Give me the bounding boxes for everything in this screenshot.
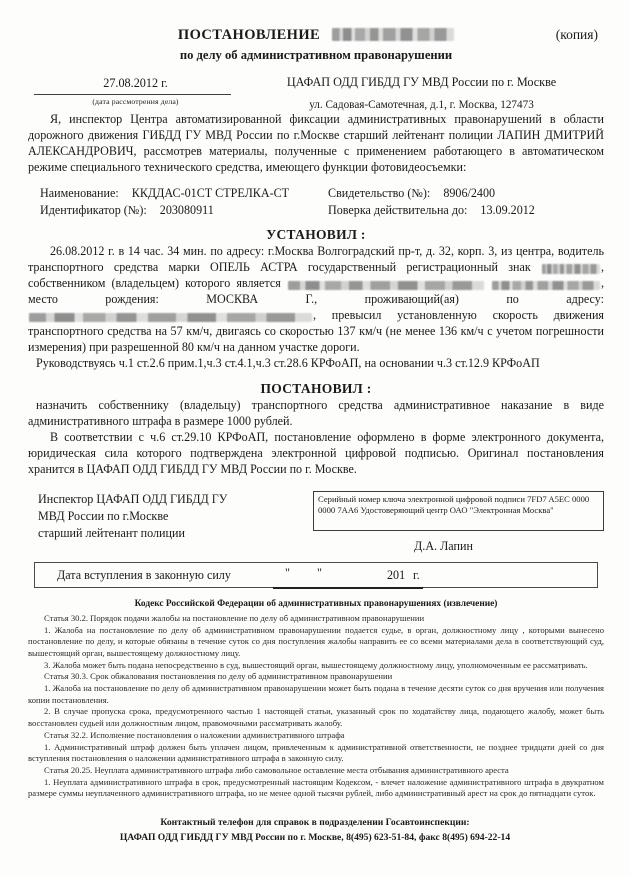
- device-identifier-cell: [28, 202, 328, 218]
- org-address: ул. Садовая-Самотечная, д.1, г. Москва, 127473: [309, 99, 534, 111]
- device-certificate-value: 8906/2400: [443, 186, 496, 201]
- device-row: [28, 202, 604, 218]
- device-verification-label: Поверка действительна до:: [328, 202, 468, 217]
- violation-part2: , собственником (владельцем) которого является: [28, 260, 604, 291]
- device-info-table: [28, 185, 604, 218]
- code-extract-title: Кодекс Российской Федерации об административных правонарушениях (извлечение): [134, 598, 498, 609]
- page-title: ПОСТАНОВЛЕНИЕ: [177, 26, 321, 43]
- effective-date-year-prefix: 201: [387, 567, 406, 582]
- issuing-authority-block: [243, 75, 604, 111]
- effective-date-quote-close: ": [317, 565, 322, 580]
- code-paragraph: 1. Неуплата административного штрафа в срок, предусмотренный настоящим Кодексом, - влечет наложение административного штрафа в двукратном размере суммы неуплаченного административного штрафа, но не менее одной тысячи рублей, либо административный арест на срок до пятнадцати суток.: [28, 776, 604, 799]
- signature-area: [28, 491, 604, 554]
- code-extract-body: [28, 613, 604, 800]
- violation-part1: 26.08.2012 г. в 14 час. 34 мин. по адресу: г.Москва Волгоградский пр-т, д. 32, корп. 3, из центра, водитель транспортного средства марки ОПЕЛЬ АСТРА государственный регистрационный знак: [28, 243, 604, 275]
- footer-line2: ЦАФАП ОДД ГИБДД ГУ МВД России по г. Москве, 8(495) 623-51-84, факс 8(495) 694-22-14: [119, 832, 511, 844]
- code-paragraph: Статья 30.2. Порядок подачи жалобы на постановление по делу об административном правонарушении: [44, 612, 425, 623]
- document-header: [28, 26, 604, 44]
- redacted-document-number: [332, 28, 454, 41]
- code-paragraph: 1. Жалоба на постановление по делу об административном правонарушении может быть подана в течение десяти суток со дня вручения или получения копии постановления.: [28, 683, 604, 705]
- eds-stamp-box: Серийный номер ключа электронной цифровой подписи 7FD7 A5EC 0000 0000 7AA6 Удостоверяющий центр ОАО "Электронная Москва": [313, 491, 604, 531]
- review-date-rule: [34, 94, 231, 95]
- review-date-block: [28, 75, 243, 106]
- legal-basis-paragraph: Руководствуясь ч.1 ст.2.6 прим.1,ч.3 ст.4.1,ч.3 ст.28.6 КРФоАП, на основании ч.3 ст.12.9 КРФоАП: [36, 356, 540, 371]
- eds-block: [313, 491, 604, 554]
- decision-body-paragraph: назначить собственнику (владельцу) транспортного средства административное наказание в виде административного штрафа в размере 1000 рублей.: [28, 397, 604, 428]
- device-verification-cell: [328, 202, 604, 218]
- document-subtitle: по делу об административном правонарушении: [179, 48, 453, 62]
- device-name-value: ККДДАС-01СТ СТРЕЛКА-СТ: [131, 186, 290, 201]
- device-identifier-label: Идентификатор (№):: [40, 202, 147, 217]
- contact-footer: [0, 816, 630, 846]
- review-date-caption: (дата рассмотрения дела): [92, 97, 179, 106]
- effective-date-quote-open: ": [285, 565, 290, 580]
- intro-paragraph: Я, инспектор Центра автоматизированной фиксации административных правонарушений в области дорожного движения ГИБДД ГУ МВД России по г.Москве старший лейтенант полиции ЛАПИН ДМИТРИЙ АЛЕКСАНДРОВИЧ, рассмотрев материалы, полученные с применением работающего в автоматическом режиме специального технического средства, имеющего функции фотовидеосъемки:: [28, 112, 604, 175]
- officer-title-line1: Инспектор ЦАФАП ОДД ГИБДД ГУ: [38, 491, 228, 506]
- code-paragraph: Статья 20.25. Неуплата административного штрафа либо самовольное оставление места отбывания административного ареста: [44, 764, 509, 775]
- ustanovil-paragraph: [28, 243, 604, 356]
- footer-line1: Контактный телефон для справок в подразделении Госавтоинспекции:: [160, 817, 470, 829]
- device-row: [28, 185, 604, 201]
- effective-date-underline: [273, 587, 423, 589]
- officer-signature-name: Д.А. Лапин: [414, 538, 473, 553]
- device-certificate-label: Свидетельство (№):: [328, 186, 431, 201]
- officer-title-block: [28, 491, 313, 542]
- effective-date-box: [34, 562, 598, 588]
- officer-title-line2: МВД России по г.Москве: [38, 508, 169, 523]
- device-name-label: Наименование:: [40, 186, 119, 201]
- effective-date-year-suffix: г.: [413, 567, 420, 582]
- edocument-paragraph: В соответствии с ч.6 ст.29.10 КРФоАП, постановление оформлено в форме электронного документа, юридическая сила которого подтверждена электронной цифровой подписью. Оригинал постановления хранится в ЦАФАП ОДД ГИБДД ГУ МВД России по г. Москве.: [28, 429, 604, 476]
- copy-label: (копия): [555, 27, 598, 42]
- officer-title-line3: старший лейтенант полиции: [38, 525, 185, 540]
- redacted-owner-name: [288, 281, 484, 291]
- code-paragraph: 2. В случае пропуска срока, предусмотренного частью 1 настоящей статьи, указанный срок по ходатайству лица, подающего жалобу, может быть восстановлен судьей или должностным лицом, правомочными рассматривать жалобу.: [28, 706, 604, 729]
- header-org-block: [28, 75, 604, 111]
- code-paragraph: Статья 32.2. Исполнение постановления о наложении административного штрафа: [44, 729, 345, 740]
- org-name: ЦАФАП ОДД ГИБДД ГУ МВД России по г. Москве: [286, 75, 557, 89]
- redacted-owner-birthdate: [492, 281, 600, 291]
- code-paragraph: 3. Жалоба может быть подана непосредственно в суд, вышестоящий орган, вышестоящему должностному лицу, уполномоченным ее рассматривать.: [44, 659, 588, 670]
- code-paragraph: 1. Жалоба на постановление по делу об административном правонарушении подается судье, в орган, должностному лицу , которыми вынесено постановление по делу, и которые обязаны в течение суток со дня поступления жалобы направить ее со всеми материалами дела в соответствующий суд, вышестоящий орган, вышестоящему должностному лицу.: [28, 624, 604, 659]
- violation-part4: , превысил установленную скорость движения транспортного средства на 57 км/ч, двигаясь со скоростью 137 км/ч (не менее 136 км/ч с учетом погрешности измерения) при разрешенной 80 км/ч на данном участке дороги.: [28, 308, 604, 355]
- postanovil-heading: ПОСТАНОВИЛ :: [260, 380, 372, 396]
- redacted-owner-address: [29, 313, 312, 323]
- code-paragraph: 1. Административный штраф должен быть уплачен лицом, привлеченным к административной ответственности, не позднее тридцати дней со дня вступления постановления о наложении административного штрафа в законную силу.: [28, 741, 604, 764]
- redacted-license-plate: [542, 264, 600, 274]
- ustanovil-heading: УСТАНОВИЛ :: [266, 226, 366, 242]
- device-verification-value: 13.09.2012: [480, 202, 535, 217]
- device-certificate-cell: [328, 185, 604, 201]
- effective-date-label: Дата вступления в законную силу: [57, 567, 231, 582]
- review-date-value: 27.08.2012 г.: [103, 76, 168, 90]
- violation-part3: , место рождения: МОСКВА Г., проживающий(ая) по адресу:: [28, 276, 604, 307]
- device-name-cell: [28, 185, 328, 201]
- device-identifier-value: 203080911: [159, 202, 214, 217]
- code-paragraph: Статья 30.3. Срок обжалования постановления по делу об административном правонарушении: [44, 671, 393, 682]
